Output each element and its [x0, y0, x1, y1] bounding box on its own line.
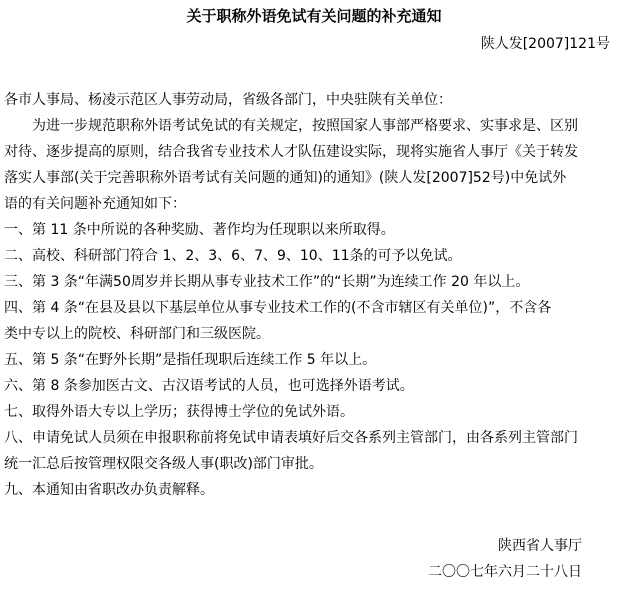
- addressee: 各市人事局、杨凌示范区人事劳动局，省级各部门，中央驻陕有关单位：: [4, 92, 452, 108]
- list-item: 六、第 8 条参加医古文、古汉语考试的人员，也可选择外语考试。: [4, 378, 414, 394]
- list-item: 四、第 4 条“在县及县以下基层单位从事专业技术工作的(不含市辖区有关单位)”，不含各: [4, 300, 552, 316]
- list-item: 九、本通知由省职改办负责解释。: [4, 482, 214, 498]
- signature-date: 二〇〇七年六月二十八日: [428, 564, 582, 580]
- list-item: 三、第 3 条“年满50周岁并长期从事专业技术工作”的“长期”为连续工作 20 年以上。: [4, 274, 530, 290]
- list-item: 统一汇总后按管理权限交各级人事(职改)部门审批。: [4, 456, 323, 472]
- document-title: 关于职称外语免试有关问题的补充通知: [186, 7, 442, 25]
- intro-line: 语的有关问题补充通知如下：: [4, 196, 186, 212]
- list-item: 类中专以上的院校、科研部门和三级医院。: [4, 326, 270, 342]
- signature-issuer: 陕西省人事厅: [498, 538, 582, 554]
- document-number: 陕人发[2007]121号: [480, 36, 610, 52]
- intro-line: 落实人事部(关于完善职称外语考试有关问题的通知)的通知》(陕人发[2007]52号)中免试外: [4, 170, 567, 186]
- list-item: 七、取得外语大专以上学历；获得博士学位的免试外语。: [4, 404, 354, 420]
- list-item: 五、第 5 条“在野外长期”是指任现职后连续工作 5 年以上。: [4, 352, 377, 368]
- intro-line: 为进一步规范职称外语考试免试的有关规定，按照国家人事部严格要求、实事求是、区别: [32, 118, 578, 134]
- intro-line: 对待、逐步提高的原则，结合我省专业技术人才队伍建设实际，现将实施省人事厅《关于转发: [4, 144, 578, 160]
- list-item: 二、高校、科研部门符合 1、2、3、6、7、9、10、11条的可予以免试。: [4, 248, 462, 264]
- list-item: 八、申请免试人员须在申报职称前将免试申请表填好后交各系列主管部门，由各系列主管部门: [4, 430, 578, 446]
- list-item: 一、第 11 条中所说的各种奖励、著作均为任现职以来所取得。: [4, 222, 395, 238]
